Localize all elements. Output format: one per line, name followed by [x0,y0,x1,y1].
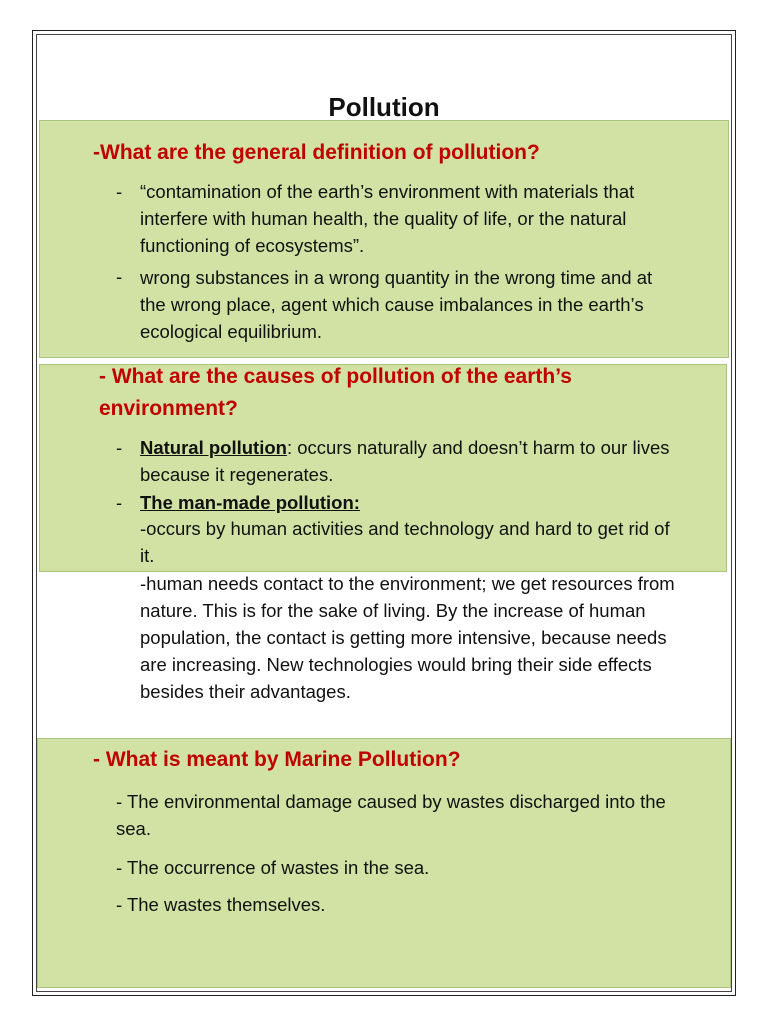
natural-pollution-text: : occurs naturally and doesn’t harm to our lives because it regenerates. [140,437,670,485]
definition-item-1: “contamination of the earth’s environment with materials that interfere with human health, the quality of life, or the natural functioning of ecosystems”. [140,181,635,256]
bullet-dash: - [116,266,123,287]
manmade-pollution-text-2: -human needs contact to the environment; we get resources from nature. This is for the sake of living. By the increase of human population, the contact is getting more intensive, because needs are increasing. New technologies would bring their side effects besides their advantages. [140,573,675,702]
page-title: Pollution [328,92,440,122]
marine-question: - What is meant by Marine Pollution? [93,748,461,771]
causes-question: - What are the causes of pollution of the earth’s environment? [99,365,572,420]
bullet-dash: - [116,437,123,458]
marine-item-2: - The occurrence of wastes in the sea. [116,857,430,878]
marine-item-1: - The environmental damage caused by wastes discharged into the sea. [116,791,666,839]
definition-item-2: wrong substances in a wrong quantity in the wrong time and at the wrong place, agent which cause imbalances in the earth’s ecological equilibrium. [140,267,653,342]
natural-pollution-item [140,434,700,488]
bullet-dash: - [116,181,123,202]
natural-pollution-label: Natural pollution [140,437,287,458]
definition-question: -What are the general definition of pollution? [93,141,540,164]
manmade-pollution-text-1: -occurs by human activities and technology and hard to get rid of it. [140,518,670,566]
bullet-dash: - [116,492,123,513]
marine-item-3: - The wastes themselves. [116,894,326,915]
manmade-label-text: The man-made pollution: [140,492,360,513]
manmade-pollution-label [140,489,360,516]
